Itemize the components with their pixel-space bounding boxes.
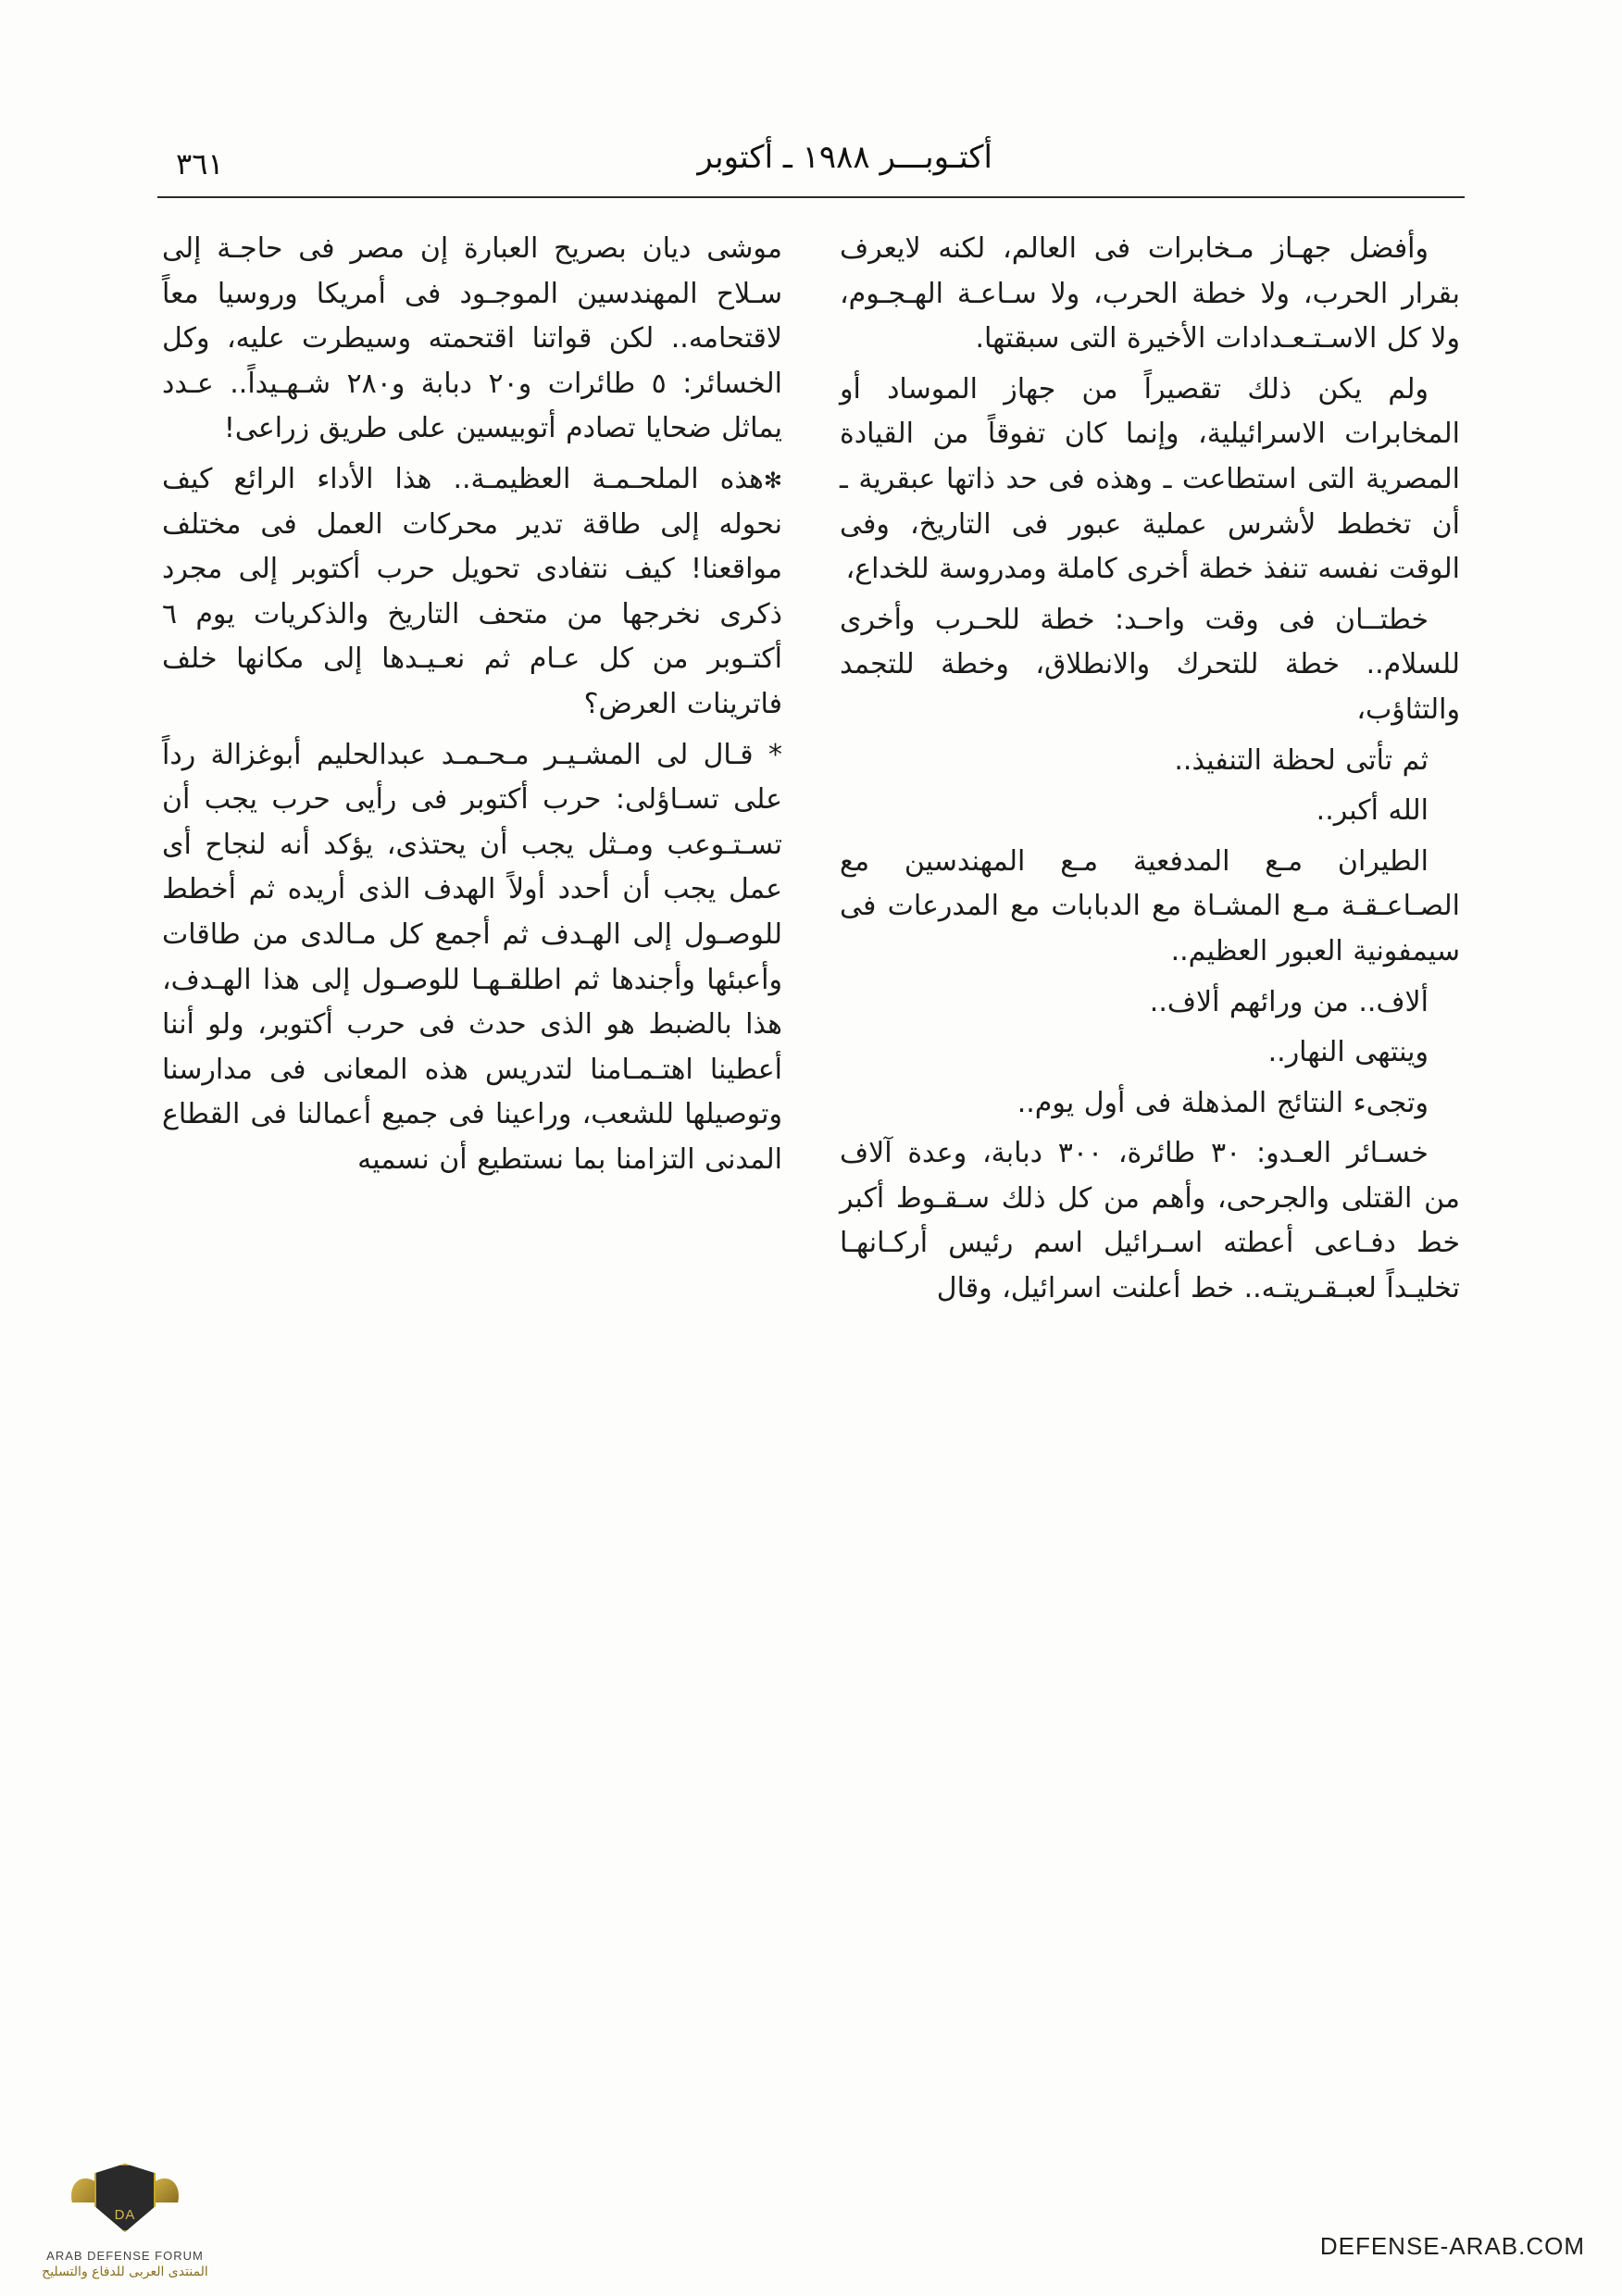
watermark-arabic-name: المنتدى العربى للدفاع والتسليح (42, 2265, 208, 2279)
page-header (157, 139, 1465, 204)
running-head-title: أكتـوبـــر ١٩٨٨ ـ أكتوبر (697, 139, 992, 176)
paragraph: خطتــان فى وقت واحـد: خطة للحـرب وأخرى للسلام.. خطة للتحرك والانطلاق، وخطة للتجمد والتثاؤب، (840, 603, 1460, 726)
forum-watermark (28, 2158, 222, 2279)
paragraph: الله أكبر.. (1316, 794, 1429, 828)
watermark-english-name: ARAB DEFENSE FORUM (46, 2249, 204, 2263)
paragraph: خسـائر العـدو: ٣٠ طائرة، ٣٠٠ دبابة، وعدة آلاف من القتلى والجرحى، وأهم من كل ذلك سـقـوط أكبر خط دفـاعى أعطته اسـرائيل اسم رئيس أركـانهـا تخليـداً لعبـقـريتـه.. خط أعلنت اسرائيل، وقال (840, 1137, 1460, 1305)
text-columns (162, 227, 1460, 1305)
eagle-crest-icon (69, 2158, 181, 2247)
paragraph: ولم يكن ذلك تقصيراً من جهاز الموساد أو المخابرات الاسرائيلية، وإنما كان تفوقاً من القيادة المصرية التى استطاعت ـ وهذه فى حد ذاتها عبقرية ـ أن تخطط لأشرس عملية عبور فى التاريخ، وفى الوقت نفسه تنفذ خطة أخرى كاملة ومدروسة للخداع، (840, 372, 1460, 586)
crest-shield-icon (94, 2164, 156, 2232)
page-footer (0, 2120, 1622, 2296)
paragraph: وينتهى النهار.. (1267, 1036, 1429, 1069)
paragraph: الطيران مـع المدفعية مـع المهندسين مع الصـاعـقـة مـع المشـاة مع الدبابات مع المدرعات فى سيمفونية العبور العظيم.. (840, 844, 1460, 967)
site-url: DEFENSE-ARAB.COM (1319, 2232, 1585, 2260)
paragraph: موشى ديان بصريح العبارة إن مصر فى حاجـة إلى سـلاح المهندسين الموجـود فى أمريكا وروسيا معاً لاقتحامه.. لكن قواتنا اقتحمته وسيطرت عليه، وكل الخسائر: ٥ طائرات و٢٠ دبابة و٢٨٠ شـهـيداً.. عـدد يماثل ضحايا تصادم أتوبيسين على طريق زراعى! (162, 232, 782, 445)
paragraph-bulleted: ✻ هذه الملحـمـة العظيمـة.. هذا الأداء الرائع كيف نحوله إلى طاقة تدير محركات العمل فى مختلف مواقعنا! كيف نتفادى تحويل حرب أكتوبر إلى مجرد ذكرى نخرجها من متحف التاريخ والذكريات يوم ٦ أكتـوبر من كل عـام ثم نعـيـدها إلى مكانها خلف فاترينات العرض؟ (162, 457, 782, 728)
paragraph: ثم تأتى لحظة التنفيذ.. (1174, 743, 1429, 777)
header-divider (157, 196, 1465, 198)
column-right (840, 227, 1460, 1305)
column-left (162, 227, 782, 1301)
paragraph: ألاف.. من ورائهم ألاف.. (1149, 985, 1429, 1018)
page-number: ٣٦١ (176, 146, 224, 181)
paragraph: وتجىء النتائج المذهلة فى أول يوم.. (1017, 1086, 1429, 1119)
paragraph: وأفضل جهـاز مـخابرات فى العالم، لكنه لايعرف بقرار الحرب، ولا خطة الحرب، ولا سـاعـة الهـجـوم، ولا كل الاسـتـعـدادات الأخيرة التى سبقتها. (840, 232, 1460, 356)
paragraph-starred: * قـال لى المشـيـر مـحـمـد عبدالحليم أبوغزالة رداً على تسـاؤلى: حرب أكتوبر فى رأيى حرب يجب أن تسـتـوعب ومـثل يجب أن يحتذى، يؤكد أنه لنجاح أى عمل يجب أن أحدد أولاً الهدف الذى أريده ثم أخطط للوصـول إلى الهـدف ثم أجمع كل مـالدى من طاقات وأعبئها وأجندها ثم اطلقـهـا للوصـول إلى هذا الهـدف، هذا بالضبط هو الذى حدث فى حرب أكتوبر، ولو أننا أعطينا اهتـمـامنا لتدريس هذه المعانى فى مدارسنا وتوصيلها للشعب، وراعينا فى جميع أعمالنا فى القطاع المدنى التزامنا بما نستطيع أن نسميه (162, 733, 782, 1183)
